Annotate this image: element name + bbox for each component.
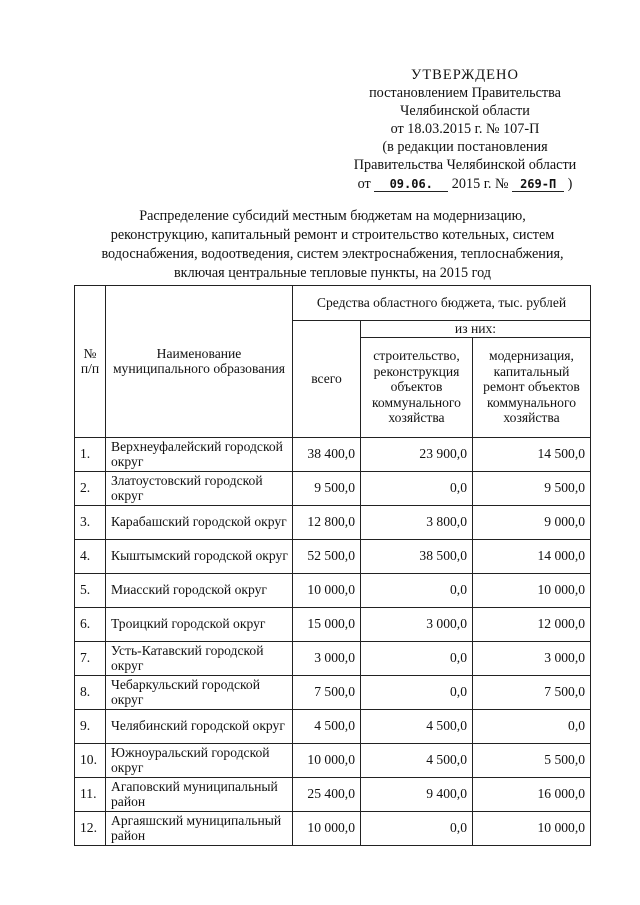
title-line-1: Распределение субсидий местным бюджетам на модернизацию, (139, 208, 526, 224)
row-municipality: Аргаяшский муниципальный район (106, 811, 293, 845)
row-modernization: 0,0 (473, 709, 591, 743)
row-municipality: Челябинский городской округ (106, 709, 293, 743)
row-total: 52 500,0 (293, 539, 361, 573)
row-municipality: Троицкий городской округ (106, 607, 293, 641)
row-municipality: Верхнеуфалейский городской округ (106, 437, 293, 471)
table-row (75, 811, 591, 845)
row-construction: 9 400,0 (361, 777, 473, 811)
row-municipality: Южноуральский городской округ (106, 743, 293, 777)
edition-close-paren: ) (567, 176, 573, 192)
row-construction: 3 000,0 (361, 607, 473, 641)
subsidy-table (74, 285, 591, 846)
table-row (75, 505, 591, 539)
row-total: 25 400,0 (293, 777, 361, 811)
row-number: 6. (75, 607, 106, 641)
header-construction: строительство, реконструкция объектов коммунального хозяйства (361, 337, 473, 437)
approval-line-1: постановлением Правительства (369, 85, 561, 101)
row-number: 7. (75, 641, 106, 675)
row-construction: 3 800,0 (361, 505, 473, 539)
row-construction: 0,0 (361, 573, 473, 607)
row-construction: 4 500,0 (361, 743, 473, 777)
row-total: 3 000,0 (293, 641, 361, 675)
row-municipality: Миасский городской округ (106, 573, 293, 607)
row-total: 9 500,0 (293, 471, 361, 505)
row-municipality: Чебаркульский городской округ (106, 675, 293, 709)
edition-number: 269-П (512, 177, 564, 192)
row-modernization: 14 500,0 (473, 437, 591, 471)
document-title (70, 207, 595, 283)
row-construction: 0,0 (361, 641, 473, 675)
table-row (75, 641, 591, 675)
title-line-3: водоснабжения, водоотведения, систем электроснабжения, теплоснабжения, (101, 246, 564, 262)
approval-line-4: (в редакции постановления (382, 139, 548, 155)
approval-heading: УТВЕРЖДЕНО (411, 67, 519, 83)
row-number: 3. (75, 505, 106, 539)
row-number: 10. (75, 743, 106, 777)
row-number: 8. (75, 675, 106, 709)
row-number: 11. (75, 777, 106, 811)
table-row (75, 607, 591, 641)
row-modernization: 3 000,0 (473, 641, 591, 675)
row-number: 5. (75, 573, 106, 607)
row-total: 10 000,0 (293, 811, 361, 845)
row-construction: 4 500,0 (361, 709, 473, 743)
title-line-4: включая центральные тепловые пункты, на 2015 год (173, 265, 491, 281)
approval-line-2: Челябинской области (400, 103, 530, 119)
table-row (75, 539, 591, 573)
approval-line-5: Правительства Челябинской области (353, 157, 577, 173)
row-total: 10 000,0 (293, 743, 361, 777)
row-municipality: Карабашский городской округ (106, 505, 293, 539)
row-modernization: 10 000,0 (473, 811, 591, 845)
row-total: 38 400,0 (293, 437, 361, 471)
table-row (75, 777, 591, 811)
row-construction: 0,0 (361, 811, 473, 845)
row-municipality: Усть-Катавский городской округ (106, 641, 293, 675)
row-number: 9. (75, 709, 106, 743)
row-number: 1. (75, 437, 106, 471)
title-line-2: реконструкцию, капитальный ремонт и строительство котельных, систем (110, 227, 555, 243)
header-number: № п/п (75, 286, 106, 438)
row-total: 12 800,0 (293, 505, 361, 539)
edition-from-prefix: от (357, 176, 371, 192)
row-modernization: 10 000,0 (473, 573, 591, 607)
row-total: 4 500,0 (293, 709, 361, 743)
edition-date: 09.06. (374, 177, 448, 192)
row-modernization: 5 500,0 (473, 743, 591, 777)
row-total: 10 000,0 (293, 573, 361, 607)
row-construction: 38 500,0 (361, 539, 473, 573)
row-number: 4. (75, 539, 106, 573)
row-modernization: 7 500,0 (473, 675, 591, 709)
row-number: 2. (75, 471, 106, 505)
row-municipality: Кыштымский городской округ (106, 539, 293, 573)
row-construction: 0,0 (361, 471, 473, 505)
table-row (75, 573, 591, 607)
header-municipality: Наименование муниципального образования (106, 286, 293, 438)
row-modernization: 9 500,0 (473, 471, 591, 505)
header-of-which: из них: (361, 321, 591, 338)
row-construction: 0,0 (361, 675, 473, 709)
edition-line (330, 175, 600, 193)
table-row (75, 709, 591, 743)
row-modernization: 9 000,0 (473, 505, 591, 539)
header-modernization: модернизация, капитальный ремонт объектов коммунального хозяйства (473, 337, 591, 437)
row-total: 7 500,0 (293, 675, 361, 709)
header-budget: Средства областного бюджета, тыс. рублей (293, 286, 591, 321)
table-row (75, 675, 591, 709)
row-number: 12. (75, 811, 106, 845)
header-total: всего (293, 321, 361, 438)
row-construction: 23 900,0 (361, 437, 473, 471)
row-total: 15 000,0 (293, 607, 361, 641)
row-municipality: Агаповский муниципальный район (106, 777, 293, 811)
table-row (75, 743, 591, 777)
approval-block (330, 66, 600, 193)
row-modernization: 16 000,0 (473, 777, 591, 811)
row-modernization: 12 000,0 (473, 607, 591, 641)
approval-line-3: от 18.03.2015 г. № 107-П (390, 121, 540, 137)
row-municipality: Златоустовский городской округ (106, 471, 293, 505)
edition-year: 2015 г. № (451, 176, 509, 192)
row-modernization: 14 000,0 (473, 539, 591, 573)
table-row (75, 471, 591, 505)
table-row (75, 437, 591, 471)
